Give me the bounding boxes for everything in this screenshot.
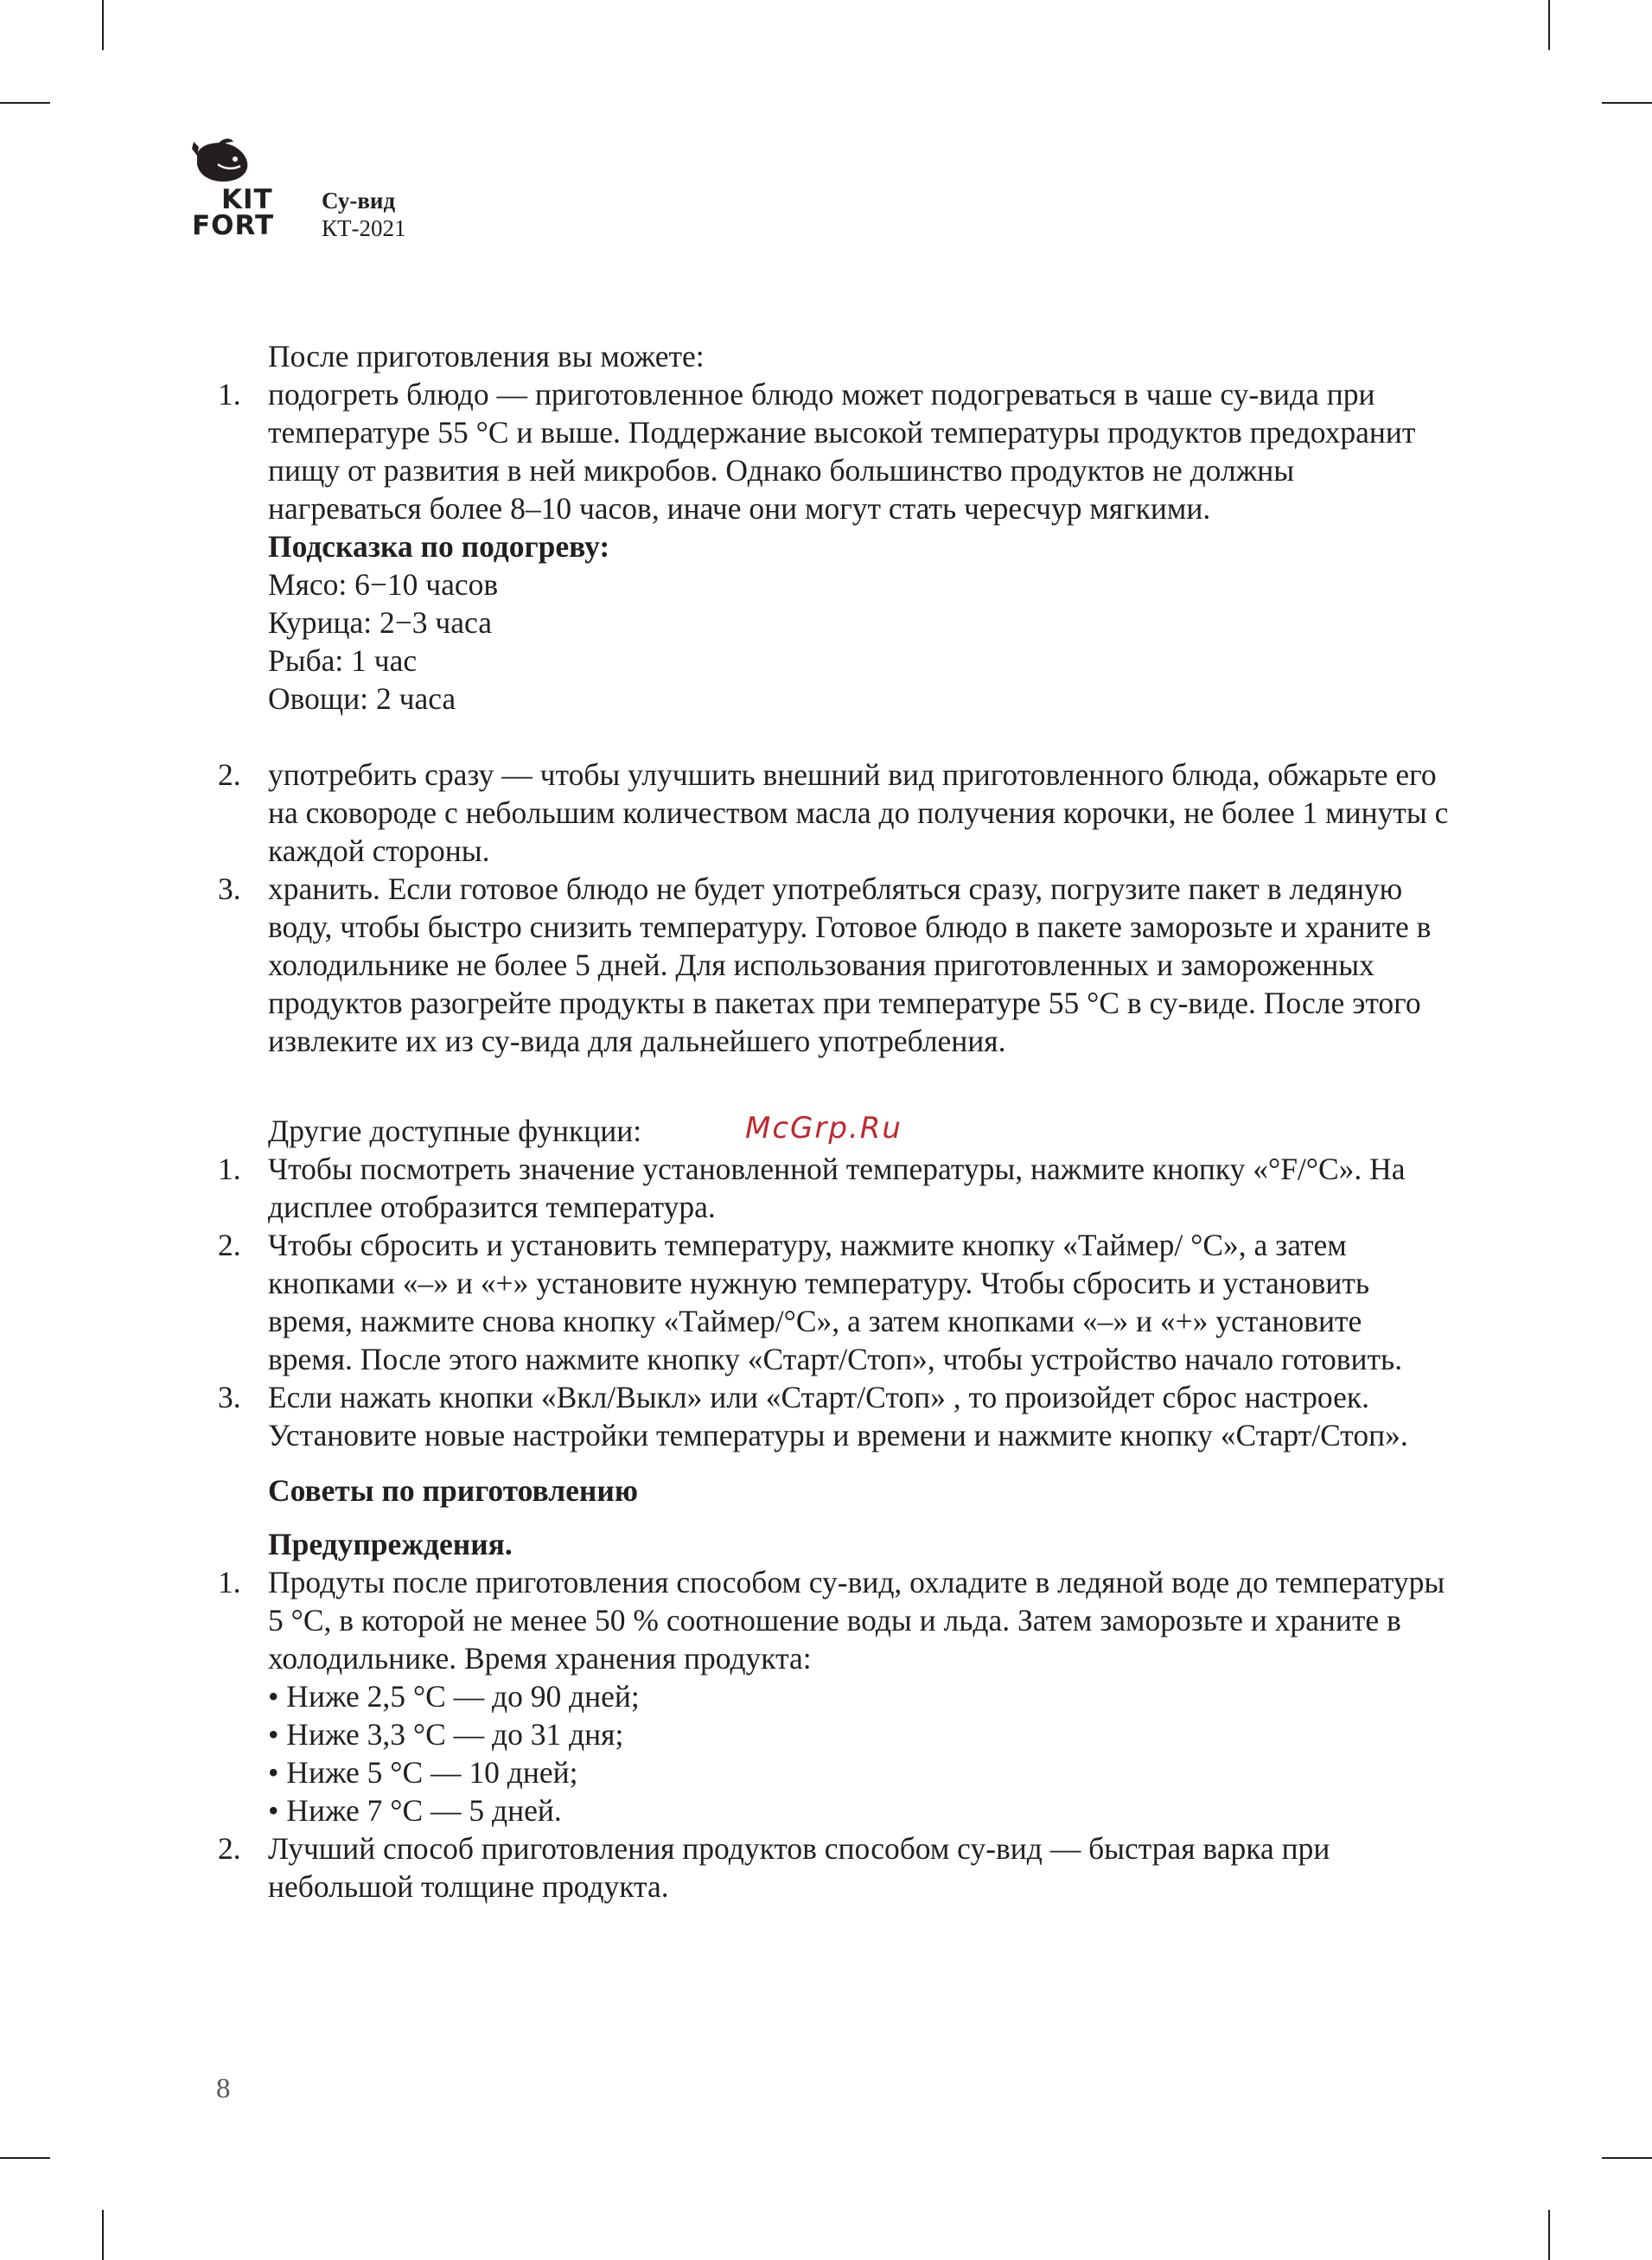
crop-mark-right-bottom [1602,2157,1652,2159]
item-number: 2. [218,1831,241,1866]
list-item [218,870,1454,1060]
storage-bullet: • Ниже 3,3 °С — до 31 дня; [268,1717,624,1752]
item-text: Продуты после приготовления способом су-вид, охладите в ледяной воде до температуры 5 °С, в которой не менее 50 % соотношение воды и льда. Затем заморозьте и храните в холодильнике. Время хранения продукта: [268,1565,1445,1676]
list-item [218,756,1454,870]
list-item [218,1829,1454,1906]
item-number: 3. [218,1380,241,1414]
whale-logo-icon [192,138,252,183]
item-number: 2. [218,1228,241,1262]
model-number: КТ-2021 [322,215,406,241]
crop-mark-top-left [102,0,104,50]
crop-mark-left-top [0,102,50,104]
item-text: Чтобы посмотреть значение установленной температуры, нажмите кнопку «°F/°C». На дисплее отобразится температура. [268,1152,1406,1224]
storage-bullet: • Ниже 7 °С — 5 дней. [268,1793,562,1828]
list-item [218,1226,1454,1378]
section3-title: Советы по приготовлению [268,1473,638,1508]
item-text: хранить. Если готовое блюдо не будет употребляться сразу, погрузите пакет в ледяную воду, чтобы быстро снизить температуру. Готовое блюдо в пакете заморозьте и храните в холодильнике не более 5 дней. Для использования приготовленных и замороженных продуктов разогрейте продукты в пакетах при температуре 55 °С в су-виде. После этого извлеките их из су-вида для дальнейшего употребления. [268,871,1432,1058]
item-number: 1. [218,1152,241,1186]
logo-line-1: KIT [221,184,273,215]
item-text: Чтобы сбросить и установить температуру, нажмите кнопку «Таймер/ °C», а затем кнопками «–» и «+» установите нужную температуру. Чтобы сбросить и установить время, нажмите снова кнопку «Таймер/°C», а затем кнопками «–» и «+» установите время. После этого нажмите кнопку «Старт/Стоп», чтобы устройство начало готовить. [268,1228,1403,1376]
item-text: Если нажать кнопки «Вкл/Выкл» или «Старт/Стоп» , то произойдет сброс настроек. Установите новые настройки температуры и времени и нажмите кнопку «Старт/Стоп». [268,1380,1408,1452]
warnings-title: Предупреждения. [268,1527,513,1561]
hint-title: Подсказка по подогреву: [268,529,610,564]
product-name: Су-вид [322,188,396,214]
section2-intro: Другие доступные функции: [268,1114,642,1148]
item-number: 3. [218,871,241,906]
hint-line: Мясо: 6−10 часов [268,567,499,602]
storage-bullet: • Ниже 2,5 °С — до 90 дней; [268,1679,640,1714]
section1-intro: После приготовления вы можете: [268,339,705,373]
list-item [218,1150,1454,1226]
crop-mark-right-top [1602,102,1652,104]
item-number: 1. [218,1565,241,1599]
crop-mark-bottom-left [102,2210,104,2260]
list-item [218,1563,1454,1829]
crop-mark-left-bottom [0,2157,50,2159]
item-text: употребить сразу — чтобы улучшить внешний вид приготовленного блюда, обжарьте его на сковороде с небольшим количеством масла до получения корочки, не более 1 минуты с каждой стороны. [268,757,1449,868]
hint-line: Курица: 2−3 часа [268,605,492,640]
hint-line: Овощи: 2 часа [268,681,456,716]
watermark: McGrp.Ru [745,1111,903,1146]
logo-line-2: FORT [192,210,275,241]
item-number: 2. [218,757,241,792]
item-number: 1. [218,377,241,412]
crop-mark-top-right [1548,0,1550,50]
page-number: 8 [216,2073,231,2104]
hint-line: Рыба: 1 час [268,643,418,678]
kitfort-logo [190,138,303,251]
crop-mark-bottom-right [1548,2210,1550,2260]
item-text: Лучший способ приготовления продуктов способом су-вид — быстрая варка при небольшой толщине продукта. [268,1831,1330,1904]
list-item [218,1378,1454,1454]
item-text: подогреть блюдо — приготовленное блюдо может подогреваться в чаше су-вида при температуре 55 °С и выше. Поддержание высокой температуры продуктов предохранит пищу от развития в ней микробов. Однако большинство продуктов не должны нагреваться более 8–10 часов, иначе они могут стать чересчур мягкими. [268,377,1416,526]
list-item [218,375,1454,718]
storage-bullet: • Ниже 5 °С — 10 дней; [268,1755,578,1790]
